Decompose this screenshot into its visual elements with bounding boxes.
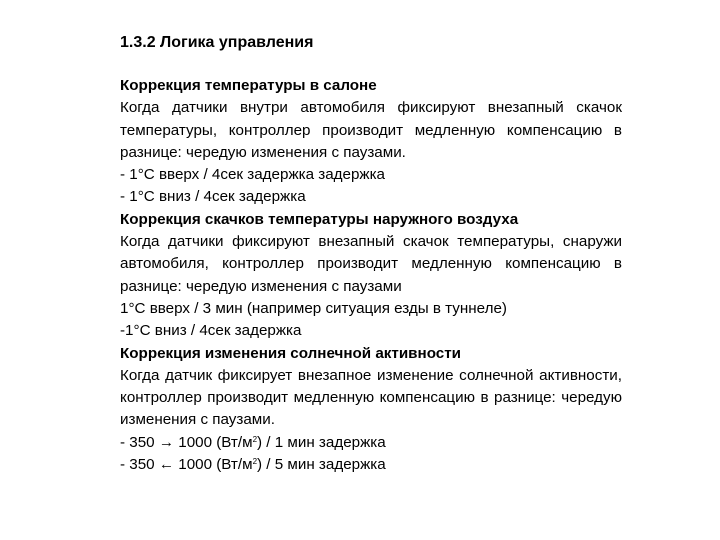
list-item-text: - 350 → 1000 (Вт/м	[120, 433, 253, 451]
section-heading-cabin-temperature: Коррекция температуры в салоне	[120, 77, 377, 94]
slide-content	[120, 75, 622, 476]
list-item: - 1°C вниз / 4сек задержка	[120, 188, 306, 206]
list-item	[120, 454, 622, 476]
list-item: -1°C вниз / 4сек задержка	[120, 322, 302, 340]
section-heading-solar-activity: Коррекция изменения солнечной активности	[120, 344, 461, 362]
slide-title: 1.3.2 Логика управления	[120, 34, 314, 51]
list-item-text: ) / 1 мин задержка	[257, 433, 386, 451]
section-heading-outside-temperature: Коррекция скачков температуры наружного воздуха	[120, 210, 519, 228]
list-item-text: ) / 5 мин задержка	[257, 456, 386, 474]
list-item	[120, 432, 622, 454]
superscript: 2	[252, 434, 258, 444]
list-item: 1°C вверх / 3 мин (например ситуация езды в туннеле)	[120, 299, 507, 317]
list-item-text: - 350 ← 1000 (Вт/м	[120, 456, 253, 474]
list-item: - 1°C вверх / 4сек задержка задержка	[120, 166, 385, 184]
section-paragraph-solar-activity: Когда датчик фиксирует внезапное изменение солнечной активности, контроллер производит медленную компенсацию в разнице: чередую изменения с паузами.	[120, 366, 622, 429]
superscript: 2	[252, 457, 258, 467]
section-paragraph-outside-temperature: Когда датчики фиксируют внезапный скачок температуры, снаружи автомобиля, контроллер производит медленную компенсацию в разнице: чередую изменения с паузами	[120, 233, 622, 295]
section-paragraph-cabin-temperature: Когда датчики внутри автомобиля фиксируют внезапный скачок температуры, контроллер производит медленную компенсацию в разнице: чередую изменения с паузами.	[120, 99, 622, 161]
